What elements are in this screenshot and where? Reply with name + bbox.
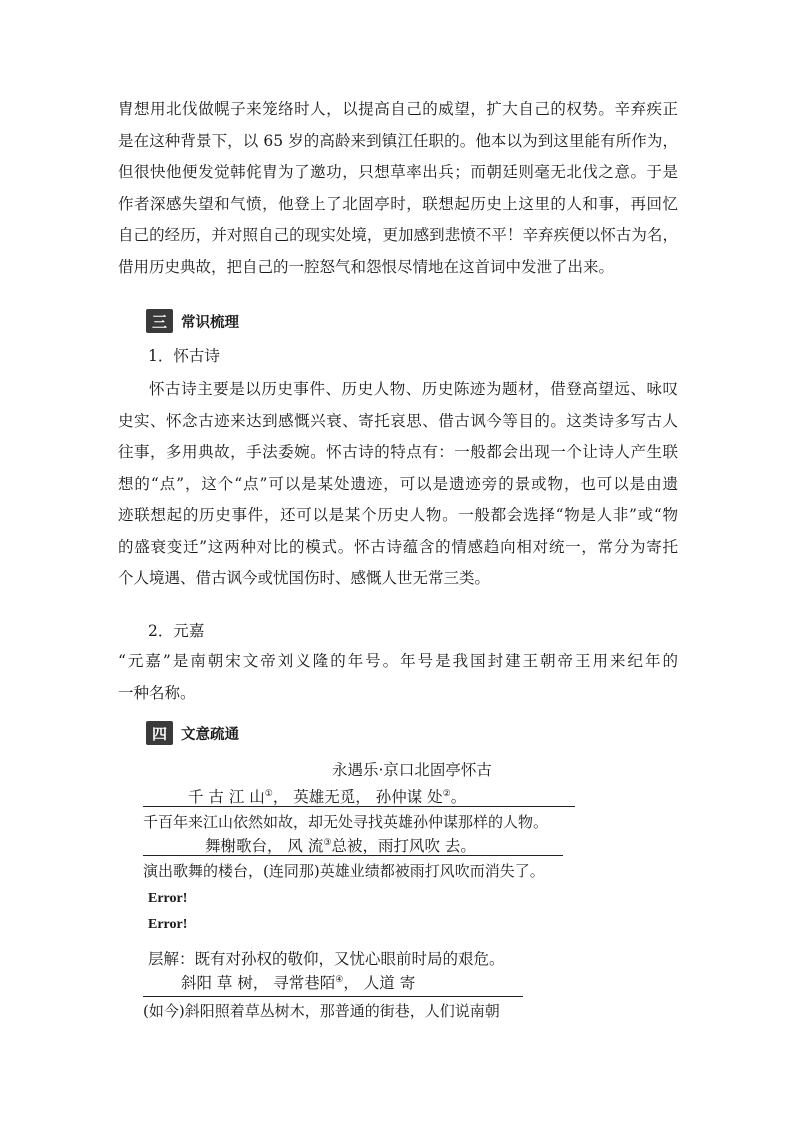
item1-line: 史实、怀念古迹来达到感慨兴衰、寄托哀思、借古讽今等目的。这类诗多写古人 <box>118 411 678 430</box>
intro-line: 是在这种背景下，以 65 岁的高龄来到镇江任职的。他本以为到这里能有所作为， <box>118 131 678 150</box>
intro-paragraph <box>118 94 678 283</box>
item1-line: 的盛衰变迁”这两种对比的模式。怀古诗蕴含的情感趋向相对统一，常分为寄托 <box>118 537 678 556</box>
poem-title: 永遇乐·京口北固亭怀古 <box>332 761 492 779</box>
error-text: Error! <box>148 917 188 932</box>
footnote-marker: ③ <box>323 837 332 848</box>
translation-line: (如今)斜阳照着草丛树木，那普通的街巷，人们说南朝 <box>143 1002 500 1020</box>
item1-line: 怀古诗主要是以历史事件、历史人物、历史陈迹为题材，借登高望远、咏叹 <box>149 380 678 398</box>
item2-line: 一种名称。 <box>118 683 196 702</box>
intro-line: 借用历史典故，把自己的一腔怒气和怨恨尽情地在这首词中发泄了出来。 <box>118 257 615 276</box>
layer-explanation: 层解：既有对孙权的敬仰，又忧心眼前时局的艰危。 <box>148 950 505 968</box>
intro-line: 但很快他便发觉韩侂胄为了邀功，只想草率出兵；而朝廷则毫无北伐之意。于是 <box>118 163 678 181</box>
verse-line: 舞榭歌台， 风 流③总被，雨打风吹 去。 <box>205 837 476 855</box>
footnote-marker: ① <box>264 788 273 799</box>
error-text: Error! <box>148 891 188 906</box>
section-title: 常识梳理 <box>181 313 239 331</box>
item2-line: “元嘉”是南朝宋文帝刘义隆的年号。年号是我国封建王朝帝王用来纪年的 <box>118 652 678 670</box>
section-number-badge: 四 <box>146 721 173 745</box>
item1-line: 想的“点”，这个“点”可以是某处遗迹，可以是遗迹旁的景或物，也可以是由遗 <box>118 474 678 493</box>
verse-line: 千 古 江 山①， 英雄无觅， 孙仲谋 处②。 <box>188 788 467 806</box>
item1-line: 迹联想起的历史事件，还可以是某个历史人物。一般都会选择“物是人非”或“物 <box>118 506 678 524</box>
intro-line: 作者深感失望和气愤，他登上了北固亭时，联想起历史上这里的人和事，再回忆 <box>118 194 678 213</box>
footnote-marker: ② <box>442 788 451 799</box>
intro-line: 自己的经历，并对照自己的现实处境，更加感到悲愤不平！辛弃疾便以怀古为名， <box>118 226 678 244</box>
item2-paragraph <box>118 646 678 709</box>
section-heading-text-meaning <box>146 720 239 746</box>
section-number-badge: 三 <box>146 309 173 333</box>
intro-line: 胄想用北伐做幌子来笼络时人，以提高自己的威望，扩大自己的权势。辛弃疾正 <box>118 100 678 118</box>
item-heading: 1．怀古诗 <box>148 347 220 365</box>
footnote-marker: ④ <box>335 974 344 985</box>
item1-paragraph <box>118 374 678 595</box>
verse-line: 斜阳 草 树， 寻常巷陌④， 人道 寄 <box>181 974 416 992</box>
verse-underline <box>143 806 575 807</box>
section-title: 文意疏通 <box>181 725 239 743</box>
item1-line: 个人境遇、借古讽今或忧国伤时、感慨人世无常三类。 <box>118 569 491 587</box>
section-heading-common-knowledge <box>146 308 239 334</box>
translation-line: 千百年来江山依然如故，却无处寻找英雄孙仲谋那样的人物。 <box>143 813 549 831</box>
verse-underline <box>143 855 563 856</box>
translation-line: 演出歌舞的楼台，(连同那)英雄业绩都被雨打风吹而消失了。 <box>143 862 545 880</box>
item-heading: 2．元嘉 <box>148 622 205 640</box>
verse-underline <box>143 996 523 997</box>
item1-line: 往事，多用典故，手法委婉。怀古诗的特点有：一般都会出现一个让诗人产生联 <box>118 443 678 461</box>
